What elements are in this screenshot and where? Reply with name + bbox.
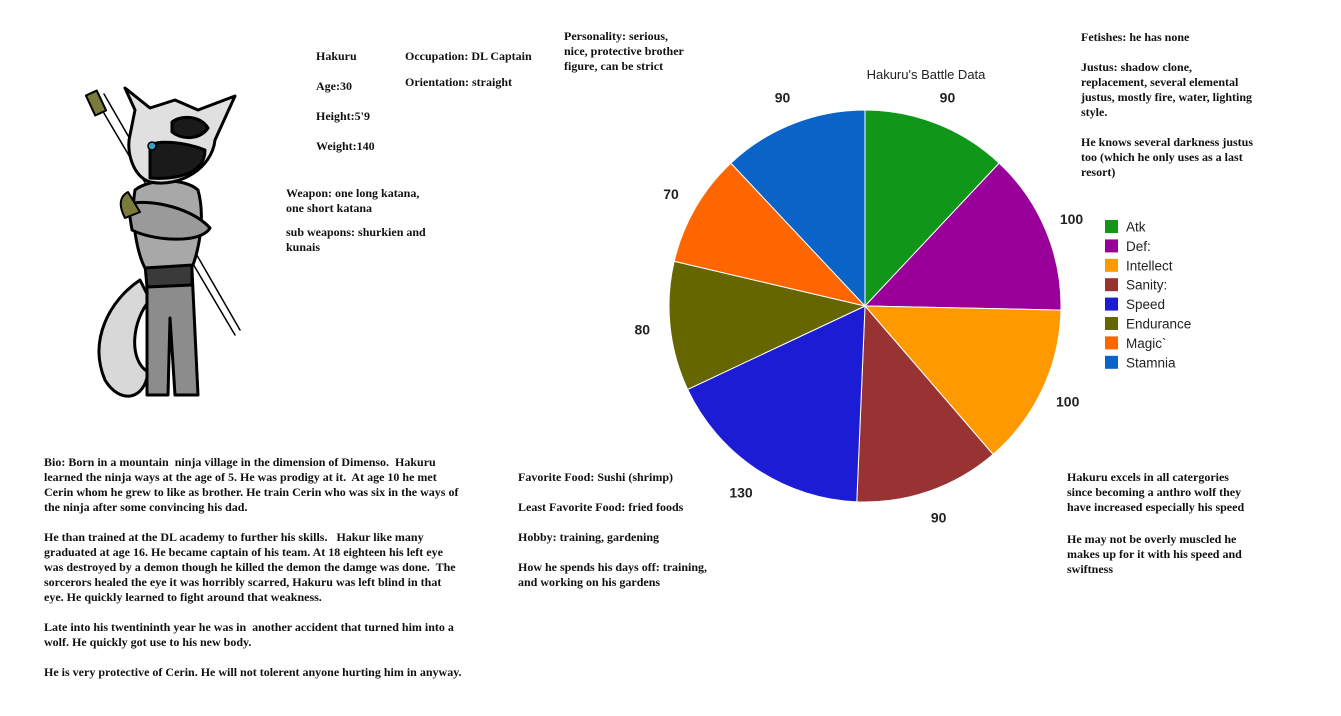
orientation: Orientation: straight <box>405 75 512 89</box>
character-drawing <box>80 78 250 428</box>
pie-data-label: 130 <box>729 484 753 501</box>
bio-paragraph-1: Bio: Born in a mountain ninja village in the dimension of Dimenso. Hakuru learned the ninja ways at the age of 5. He was prodigy at it. At age 10 he met Cerin whom he grew to like as brother. He train Cerin who was six in the ways of the ninja after some convincing his dad. <box>44 455 459 514</box>
personality: Personality: serious, nice, protective brother figure, can be strict <box>564 29 684 73</box>
legend-swatch <box>1105 356 1118 369</box>
legend-swatch <box>1105 298 1118 311</box>
legend-swatch <box>1105 278 1118 291</box>
fetishes: Fetishes: he has none <box>1081 30 1190 44</box>
pie-data-label: 80 <box>634 321 651 338</box>
legend-label: Magic` <box>1126 335 1167 351</box>
occupation: Occupation: DL Captain <box>405 49 532 63</box>
height: Height:5'9 <box>316 109 370 123</box>
least-favorite-food: Least Favorite Food: fried foods <box>518 500 684 514</box>
legend-swatch <box>1105 239 1118 252</box>
favorite-food: Favorite Food: Sushi (shrimp) <box>518 470 674 484</box>
legend-label: Atk <box>1126 219 1146 235</box>
legend-label: Endurance <box>1126 316 1192 332</box>
legend-label: Sanity: <box>1126 277 1168 293</box>
bio-paragraph-2: He than trained at the DL academy to further his skills. Hakur like many graduated at age 16. He became captain of his team. At 18 eighteen his left eye was destroyed by a demon though he killed the demon the damge was done. The sorcerors healed the eye it was horribly scarred, Hakuru was left blind in that eye. He quickly learned to fight around that weakness. <box>44 530 456 604</box>
legend-swatch <box>1105 317 1118 330</box>
weight: Weight:140 <box>316 139 375 153</box>
bio-paragraph-4: He is very protective of Cerin. He will not tolerent anyone hurting him in anyway. <box>44 665 462 679</box>
legend-swatch <box>1105 336 1118 349</box>
legend-label: Intellect <box>1126 258 1173 274</box>
legend-swatch <box>1105 220 1118 233</box>
pie-data-label: 90 <box>939 89 956 106</box>
weapon: Weapon: one long katana, one short katana <box>286 186 420 215</box>
days-off: How he spends his days off: training, and working on his gardens <box>518 560 708 589</box>
excels-note: Hakuru excels in all catergories since becoming a anthro wolf they have increased especially his speed <box>1067 470 1245 514</box>
darkness-justus: He knows several darkness justus too (which he only uses as a last resort) <box>1081 135 1254 179</box>
hobby: Hobby: training, gardening <box>518 530 660 544</box>
sub-weapons: sub weapons: shurkien and kunais <box>286 225 426 254</box>
legend-label: Stamnia <box>1126 355 1176 371</box>
character-name: Hakuru <box>316 49 357 63</box>
pie-data-label: 90 <box>930 509 947 526</box>
pie-data-label: 100 <box>1056 393 1080 410</box>
pie-data-label: 100 <box>1059 211 1084 228</box>
battle-data-pie-chart <box>630 60 1192 526</box>
age: Age:30 <box>316 79 352 93</box>
legend-swatch <box>1105 259 1118 272</box>
pie-data-label: 70 <box>663 186 679 202</box>
bio-paragraph-3: Late into his twentininth year he was in another accident that turned him into a wolf. He quickly got use to his new body. <box>44 620 454 649</box>
legend-label: Speed <box>1126 297 1166 313</box>
chart-title: Hakuru's Battle Data <box>866 67 986 82</box>
justus: Justus: shadow clone, replacement, several elemental justus, mostly fire, water, lighting style. <box>1081 60 1252 119</box>
legend-label: Def: <box>1126 238 1151 254</box>
pie-data-label: 90 <box>774 89 791 106</box>
muscle-note: He may not be overly muscled he makes up for it with his speed and swiftness <box>1067 532 1242 576</box>
